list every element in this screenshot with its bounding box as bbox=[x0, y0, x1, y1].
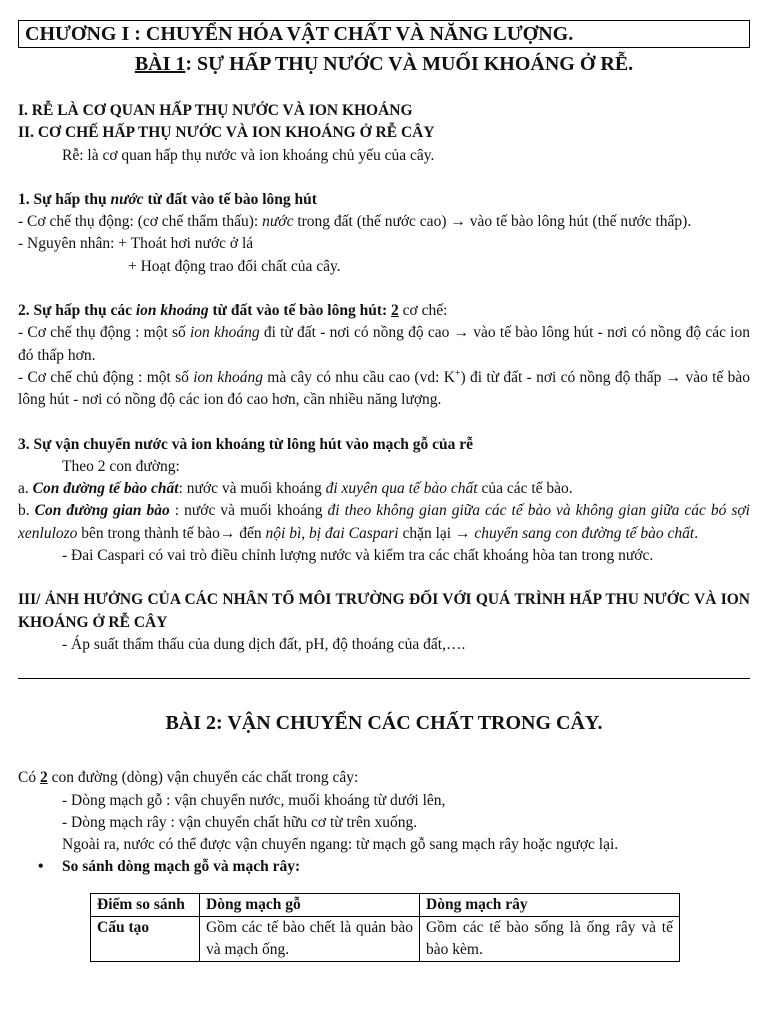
section-4-line: - Áp suất thẩm thấu của dung dịch đất, pH, độ thoáng của đất,…. bbox=[62, 635, 466, 653]
lesson2-title: BÀI 2: VẬN CHUYỂN CÁC CHẤT TRONG CÂY. bbox=[165, 712, 603, 735]
section-3-title: 3. Sự vận chuyển nước và ion khoáng từ lông hút vào mạch gỗ của rễ bbox=[18, 435, 474, 453]
section-1-title: 1. Sự hấp thụ nước từ đất vào tế bào lông hút bbox=[18, 190, 317, 208]
section-divider bbox=[18, 678, 750, 679]
section-2-passive: - Cơ chế thụ động : một số ion khoáng đi từ đất - nơi có nồng độ cao → vào tế bào lông hút - nơi có nồng độ các ion đó thấp hơn. bbox=[18, 324, 750, 364]
heading-II: II. CƠ CHẾ HẤP THỤ NƯỚC VÀ ION KHOÁNG Ở RỄ CÂY bbox=[18, 124, 435, 142]
caspari-note: - Đai Caspari có vai trò điều chỉnh lượng nước và kiểm tra các chất khoáng hòa tan trong nước. bbox=[62, 547, 654, 565]
table-header-cell: Dòng mạch rây bbox=[420, 893, 680, 916]
heading-I: I. RỄ LÀ CƠ QUAN HẤP THỤ NƯỚC VÀ ION KHOÁNG bbox=[18, 102, 413, 119]
lesson2-line3: Ngoài ra, nước có thể được vận chuyển ngang: từ mạch gỗ sang mạch rây hoặc ngược lại. bbox=[62, 836, 619, 854]
table-header-cell: Dòng mạch gỗ bbox=[200, 893, 420, 916]
comparison-bullet bbox=[18, 856, 750, 878]
chapter-title: CHƯƠNG I : CHUYỂN HÓA VẬT CHẤT VÀ NĂNG LƯỢNG. bbox=[25, 23, 574, 45]
table-header-row bbox=[91, 893, 680, 916]
lesson1-label: BÀI 1 bbox=[134, 53, 186, 75]
chapter-title-box bbox=[18, 20, 750, 48]
path-b: b. Con đường gian bào : nước và muối khoáng đi theo không gian giữa các tế bào và không gian giữa các bó sợi xenlulozo bên trong thành tế bào→ đến nội bì, bị đai Caspari chặn lại → chuyển sang con đường tế bào chất. bbox=[18, 502, 750, 542]
comparison-table bbox=[90, 893, 680, 962]
path-a: a. Con đường tế bào chất: nước và muối khoáng đi xuyên qua tế bào chất của các tế bào. bbox=[18, 480, 573, 498]
section-2-active: - Cơ chế chủ động : một số ion khoáng mà cây có nhu cầu cao (vd: K+) đi từ đất - nơi có nồng độ thấp → vào tế bào lông hút - nơi có nồng độ các ion đó cao hơn, cần nhiều năng lượng. bbox=[18, 367, 750, 409]
bullet-icon: • bbox=[38, 858, 44, 876]
lesson1-title bbox=[18, 50, 750, 78]
table-row bbox=[91, 916, 680, 961]
heading-III: III/ ẢNH HƯỞNG CỦA CÁC NHÂN TỐ MÔI TRƯỜNG ĐỐI VỚI QUÁ TRÌNH HẤP THU NƯỚC VÀ ION KHOÁNG Ở RỄ CÂY bbox=[18, 591, 750, 631]
lesson1-title-text: : SỰ HẤP THỤ NƯỚC VÀ MUỐI KHOÁNG Ở RỄ. bbox=[185, 53, 634, 75]
lesson2-line2: - Dòng mạch rây : vận chuyển chất hữu cơ từ trên xuống. bbox=[62, 813, 418, 831]
section-2-title: 2. Sự hấp thụ các ion khoáng từ đất vào tế bào lông hút: 2 cơ chế: bbox=[18, 302, 448, 320]
table-cell: Gồm các tế bào sống là ống rây và tế bào kèm. bbox=[420, 916, 680, 961]
section-1-line2: - Nguyên nhân: + Thoát hơi nước ở lá bbox=[18, 235, 254, 253]
comparison-bullet-text: So sánh dòng mạch gỗ và mạch rây: bbox=[62, 858, 301, 876]
lesson2-line1: - Dòng mạch gỗ : vận chuyển nước, muối khoáng từ dưới lên, bbox=[62, 791, 446, 809]
table-header-cell: Điểm so sánh bbox=[91, 893, 200, 916]
section-1-line1: - Cơ chế thụ động: (cơ chế thẩm thấu): nước trong đất (thế nước cao) → vào tế bào lông hút (thế nước thấp). bbox=[18, 213, 692, 231]
table-cell: Gồm các tế bào chết là quản bào và mạch ống. bbox=[200, 916, 420, 961]
section-1-line3: + Hoạt động trao đổi chất của cây. bbox=[128, 257, 341, 275]
lesson2-intro: Có 2 con đường (dòng) vận chuyển các chất trong cây: bbox=[18, 769, 359, 787]
lesson1-intro: Rễ: là cơ quan hấp thụ nước và ion khoáng chủ yếu của cây. bbox=[62, 146, 435, 164]
table-cell: Cấu tạo bbox=[91, 916, 200, 961]
section-3-sub: Theo 2 con đường: bbox=[62, 457, 180, 475]
